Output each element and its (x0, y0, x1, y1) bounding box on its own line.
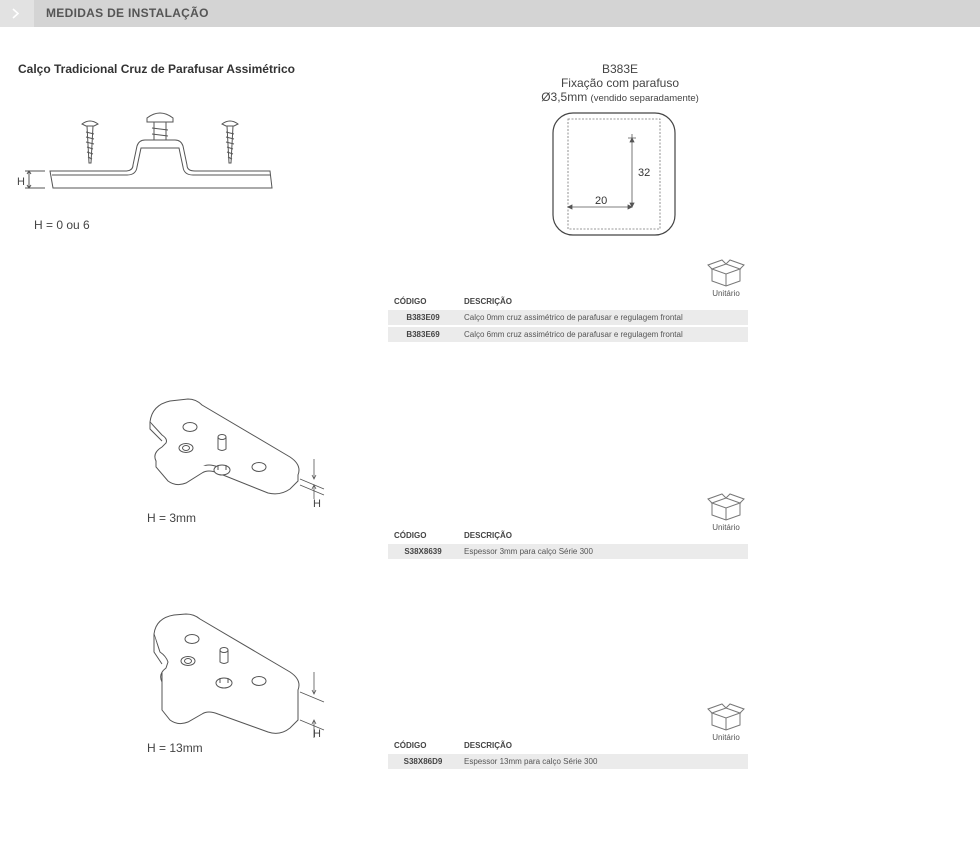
hinge-plate-side-drawing (15, 108, 280, 198)
spec-line3 (480, 90, 760, 104)
row-code: B383E69 (388, 327, 458, 342)
spec-line2: Fixação com parafuso (560, 76, 680, 90)
row-desc: Espessor 13mm para calço Série 300 (458, 754, 748, 769)
dim-horizontal: 20 (595, 195, 608, 207)
spec-diameter: Ø3,5mm (541, 90, 588, 104)
col-code-header: CÓDIGO (394, 740, 427, 750)
table-row (388, 754, 748, 769)
h-value-label: H = 13mm (147, 741, 203, 755)
h-value-label: H = 3mm (147, 511, 197, 525)
spec-code: B383E (601, 62, 639, 76)
header-title: MEDIDAS DE INSTALAÇÃO (46, 6, 209, 20)
chevron-right-icon[interactable] (0, 0, 34, 27)
spec-note: (vendido separadamente) (590, 93, 699, 104)
unit-label: Unitário (712, 733, 740, 742)
table-row (388, 310, 748, 325)
table-row (388, 327, 748, 342)
spacer-3mm-drawing (140, 395, 330, 515)
section-title: Calço Tradicional Cruz de Parafusar Assimétrico (18, 62, 295, 76)
box-icon (706, 259, 746, 289)
col-desc-header: DESCRIÇÃO (464, 296, 513, 306)
box-icon (706, 493, 746, 523)
screw-position-drawing (550, 110, 680, 240)
spacer-13mm-drawing (140, 612, 330, 742)
h-label: H (17, 176, 25, 188)
col-code-header: CÓDIGO (394, 530, 427, 540)
unit-label: Unitário (712, 289, 740, 298)
row-desc: Calço 0mm cruz assimétrico de parafusar e regulagem frontal (458, 310, 748, 325)
section-header-bar (0, 0, 980, 27)
h-label: H (313, 498, 321, 510)
row-code: S38X8639 (388, 544, 458, 559)
product-table-2 (388, 526, 748, 561)
row-code: S38X86D9 (388, 754, 458, 769)
h-value-label: H = 0 ou 6 (34, 218, 90, 232)
dim-vertical: 32 (638, 167, 651, 179)
spec-block (480, 62, 760, 104)
box-icon (706, 703, 746, 733)
col-code-header: CÓDIGO (394, 296, 427, 306)
h-label: H (313, 728, 321, 740)
row-code: B383E09 (388, 310, 458, 325)
col-desc-header: DESCRIÇÃO (464, 530, 513, 540)
product-table-3 (388, 736, 748, 771)
unit-label: Unitário (712, 523, 740, 532)
col-desc-header: DESCRIÇÃO (464, 740, 513, 750)
product-table-1 (388, 292, 748, 344)
table-row (388, 544, 748, 559)
row-desc: Espessor 3mm para calço Série 300 (458, 544, 748, 559)
row-desc: Calço 6mm cruz assimétrico de parafusar e regulagem frontal (458, 327, 748, 342)
